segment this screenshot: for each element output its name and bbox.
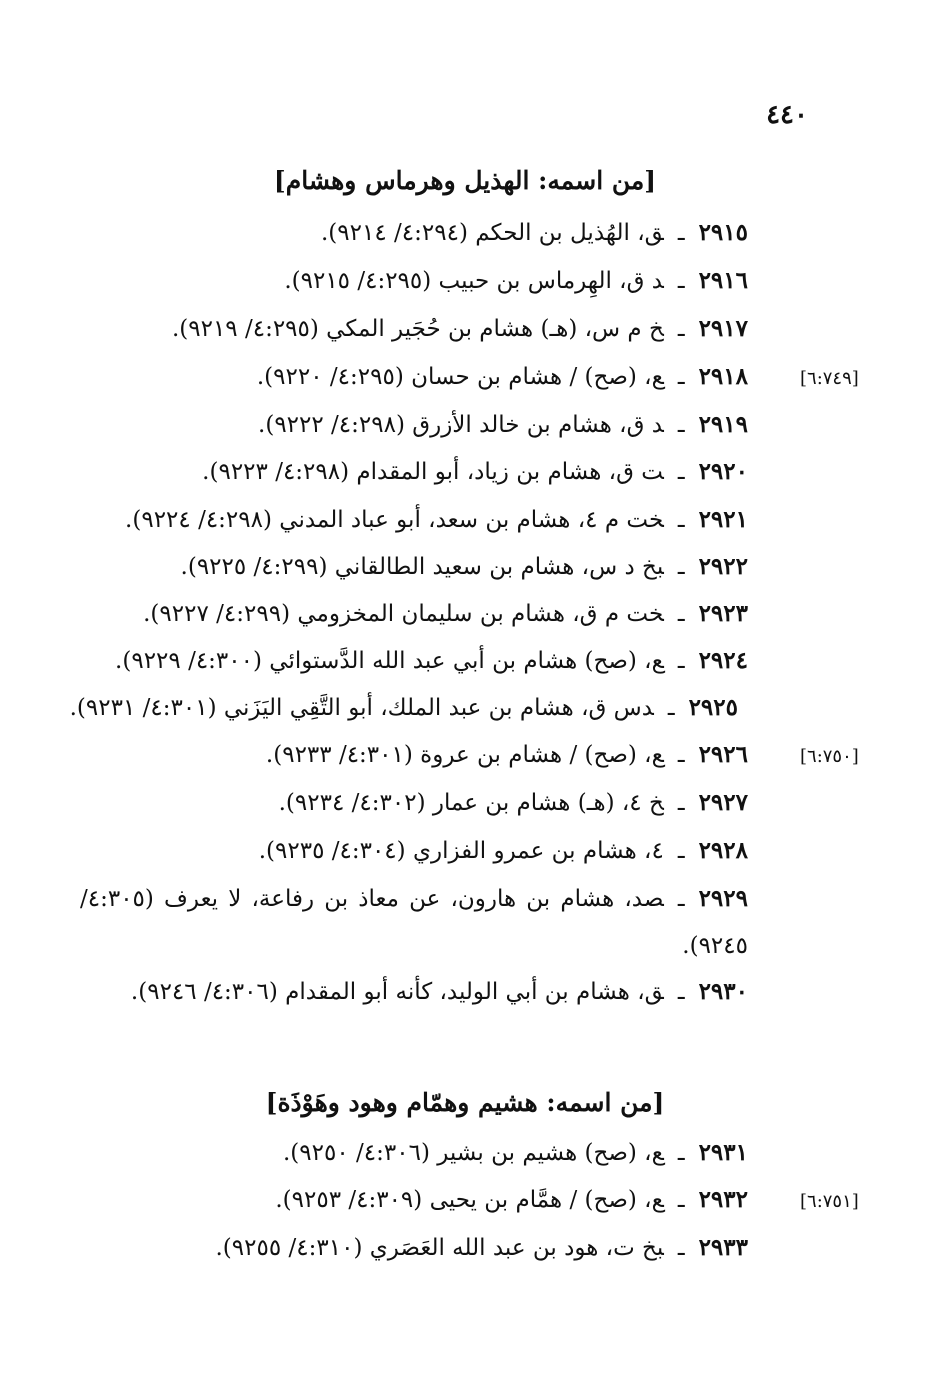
entry-dash: ـ bbox=[677, 268, 685, 294]
entry-dash: ـ bbox=[677, 1140, 685, 1166]
entry-dash: ـ bbox=[677, 648, 685, 674]
entry-2930 bbox=[80, 968, 748, 1016]
margin-marker: [٦:٧٥١] bbox=[800, 1191, 859, 1212]
entry-2932 bbox=[275, 1185, 748, 1215]
entry-2919 bbox=[258, 410, 748, 440]
entry-dash: ـ bbox=[677, 220, 685, 246]
entry-2920 bbox=[202, 457, 748, 487]
entry-dash: ـ bbox=[677, 979, 685, 1005]
entry-dash: ـ bbox=[677, 790, 685, 816]
entry-text: دس ق، هشام بن عبد الملك، أبو التَّقِي اليَزَني (٤:٣٠١/ ٩٢٣١). bbox=[69, 695, 654, 721]
entry-dash: ـ bbox=[677, 554, 685, 580]
entry-2927 bbox=[279, 788, 748, 818]
section-heading: [من اسمه: هشيم وهمّام وهود وهَوْذَة] bbox=[265, 1088, 665, 1117]
entry-2921 bbox=[125, 505, 748, 535]
entry-number: ٢٩٢٣ bbox=[698, 600, 748, 627]
entry-2916 bbox=[284, 266, 748, 296]
margin-marker: [٦:٧٤٩] bbox=[800, 368, 859, 389]
entry-number: ٢٩١٨ bbox=[698, 363, 748, 390]
entry-text: ت ق، هشام بن زياد، أبو المقدام (٤:٢٩٨/ ٩٢٢٣). bbox=[202, 459, 664, 485]
entry-number: ٢٩١٩ bbox=[698, 411, 748, 438]
entry-text: خت م ق، هشام بن سليمان المخزومي (٤:٢٩٩/ ٩٢٢٧). bbox=[143, 601, 664, 627]
entry-number: ٢٩١٥ bbox=[698, 219, 748, 246]
entry-dash: ـ bbox=[677, 507, 685, 533]
entry-2933 bbox=[215, 1233, 748, 1263]
entry-dash: ـ bbox=[667, 695, 675, 721]
entry-2917 bbox=[172, 314, 748, 344]
entry-text: د ق، الهِرماس بن حبيب (٤:٢٩٥/ ٩٢١٥). bbox=[284, 268, 664, 294]
entry-2926 bbox=[266, 740, 748, 770]
entry-dash: ـ bbox=[677, 886, 685, 912]
entry-dash: ـ bbox=[677, 1187, 685, 1213]
entry-number: ٢٩١٦ bbox=[698, 267, 748, 294]
entry-number: ٢٩٣٣ bbox=[698, 1234, 748, 1261]
entry-2928 bbox=[259, 836, 748, 866]
entry-text: ع، (صح) هشام بن أبي عبد الله الدَّستوائي (٤:٣٠٠/ ٩٢٢٩). bbox=[115, 648, 664, 674]
entry-number: ٢٩٢٦ bbox=[698, 741, 748, 768]
page-number: ٤٤٠ bbox=[766, 100, 808, 130]
entry-number: ٢٩٢٨ bbox=[698, 837, 748, 864]
section-heading: [من اسمه: الهذيل وهرماس وهشام] bbox=[273, 166, 657, 195]
entry-number: ٢٩٢١ bbox=[698, 506, 748, 533]
entry-dash: ـ bbox=[677, 316, 685, 342]
entry-number: ٢٩٢٢ bbox=[698, 553, 748, 580]
entry-text: ع، (صح) هشيم بن بشير (٤:٣٠٦/ ٩٢٥٠). bbox=[283, 1140, 664, 1166]
entry-text: ع، (صح) / هشام بن عروة (٤:٣٠١/ ٩٢٣٣). bbox=[265, 742, 664, 768]
entry-number: ٢٩٣٢ bbox=[698, 1186, 748, 1213]
entry-dash: ـ bbox=[677, 364, 685, 390]
entry-number: ٢٩٢٧ bbox=[698, 789, 748, 816]
entry-2922 bbox=[181, 552, 748, 582]
entry-text: ق، الهُذيل بن الحكم (٤:٢٩٤/ ٩٢١٤). bbox=[320, 220, 664, 246]
entry-text: د ق، هشام بن خالد الأزرق (٤:٢٩٨/ ٩٢٢٢). bbox=[258, 412, 664, 438]
entry-2925 bbox=[70, 693, 738, 723]
margin-marker: [٦:٧٥٠] bbox=[800, 746, 859, 767]
entry-2915 bbox=[321, 218, 748, 248]
entry-dash: ـ bbox=[677, 601, 685, 627]
entry-text: خ م س، (هـ) هشام بن حُجَير المكي (٤:٢٩٥/ ٩٢١٩). bbox=[171, 316, 664, 342]
entry-number: ٢٩٣١ bbox=[698, 1139, 748, 1166]
entry-text: ق، هشام بن أبي الوليد، كأنه أبو المقدام (٤:٣٠٦/ ٩٢٤٦). bbox=[130, 979, 664, 1005]
entry-number: ٢٩٢٠ bbox=[698, 458, 748, 485]
entry-text: ع، (صح) / همَّام بن يحيى (٤:٣٠٩/ ٩٢٥٣). bbox=[275, 1187, 664, 1213]
entry-number: ٢٩٢٤ bbox=[698, 647, 748, 674]
entry-text: بخ د س، هشام بن سعيد الطالقاني (٤:٢٩٩/ ٩٢٢٥). bbox=[180, 554, 664, 580]
entry-text: ع، (صح) / هشام بن حسان (٤:٢٩٥/ ٩٢٢٠). bbox=[256, 364, 664, 390]
entry-text: ٤، هشام بن عمرو الفزاري (٤:٣٠٤/ ٩٢٣٥). bbox=[258, 838, 664, 864]
entry-2929 bbox=[80, 875, 748, 970]
entry-2918 bbox=[257, 362, 748, 392]
entry-dash: ـ bbox=[677, 1235, 685, 1261]
entry-number: ٢٩٢٩ bbox=[698, 885, 748, 912]
entry-dash: ـ bbox=[677, 459, 685, 485]
entry-text: بخ ت، هود بن عبد الله العَصَري (٤:٣١٠/ ٩٢٥٥). bbox=[215, 1235, 664, 1261]
entry-dash: ـ bbox=[677, 742, 685, 768]
entry-dash: ـ bbox=[677, 412, 685, 438]
entry-text: خت م ٤، هشام بن سعد، أبو عباد المدني (٤:٢٩٨/ ٩٢٢٤). bbox=[125, 507, 664, 533]
entry-dash: ـ bbox=[677, 838, 685, 864]
entry-number: ٢٩٢٥ bbox=[688, 694, 738, 721]
entry-number: ٢٩٣٠ bbox=[698, 978, 748, 1005]
entry-number: ٢٩١٧ bbox=[698, 315, 748, 342]
entry-2923 bbox=[143, 599, 748, 629]
entry-2924 bbox=[115, 646, 748, 676]
entry-2931 bbox=[283, 1138, 748, 1168]
entry-text: خ ٤، (هـ) هشام بن عمار (٤:٣٠٢/ ٩٢٣٤). bbox=[278, 790, 664, 816]
entry-text: صد، هشام بن هارون، عن معاذ بن رفاعة، لا يعرف (٤:٣٠٥/ ٩٢٤٥). bbox=[80, 886, 748, 959]
